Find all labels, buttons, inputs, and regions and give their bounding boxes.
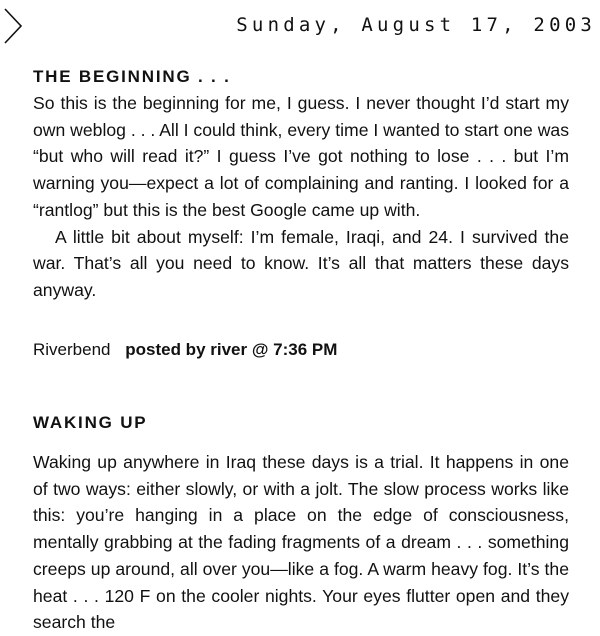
paragraph: Waking up anywhere in Iraq these days is a trial. It happens in one of two ways: either slowly, or with a jolt. The slow process works like this: you’re hanging in a place on the edge of consciousness, mentally grabbing at the fading fragments of a dream . . . something creeps up around, all over you—like a fog. A warm heavy fog. It’s the heat . . . 120 F on the cooler nights. Your eyes flutter open and they search the (33, 452, 569, 633)
post-date: Sunday, August 17, 2003 (236, 14, 596, 36)
post-signature (33, 340, 337, 360)
post-title-waking-up: WAKING UP (33, 413, 148, 432)
paragraph: So this is the beginning for me, I guess. I never thought I’d start my own weblog . . . All I could think, every time I wanted to start one was “but who will read it?” I guess I’ve got nothing to lose . . . but I’m warning you—expect a lot of complaining and ranting. I looked for a “rantlog” but this is the best Google came up with. (33, 93, 569, 220)
post-title-beginning: THE BEGINNING . . . (33, 67, 231, 86)
post-body-beginning (33, 90, 569, 304)
chevron-right-icon[interactable] (2, 6, 24, 46)
paragraph: A little bit about myself: I’m female, Iraqi, and 24. I survived the war. That’s all you need to know. It’s all that matters these days anyway. (33, 226, 569, 300)
posted-by-link[interactable]: posted by river @ 7:36 PM (125, 340, 338, 359)
author-name: Riverbend (33, 340, 111, 359)
